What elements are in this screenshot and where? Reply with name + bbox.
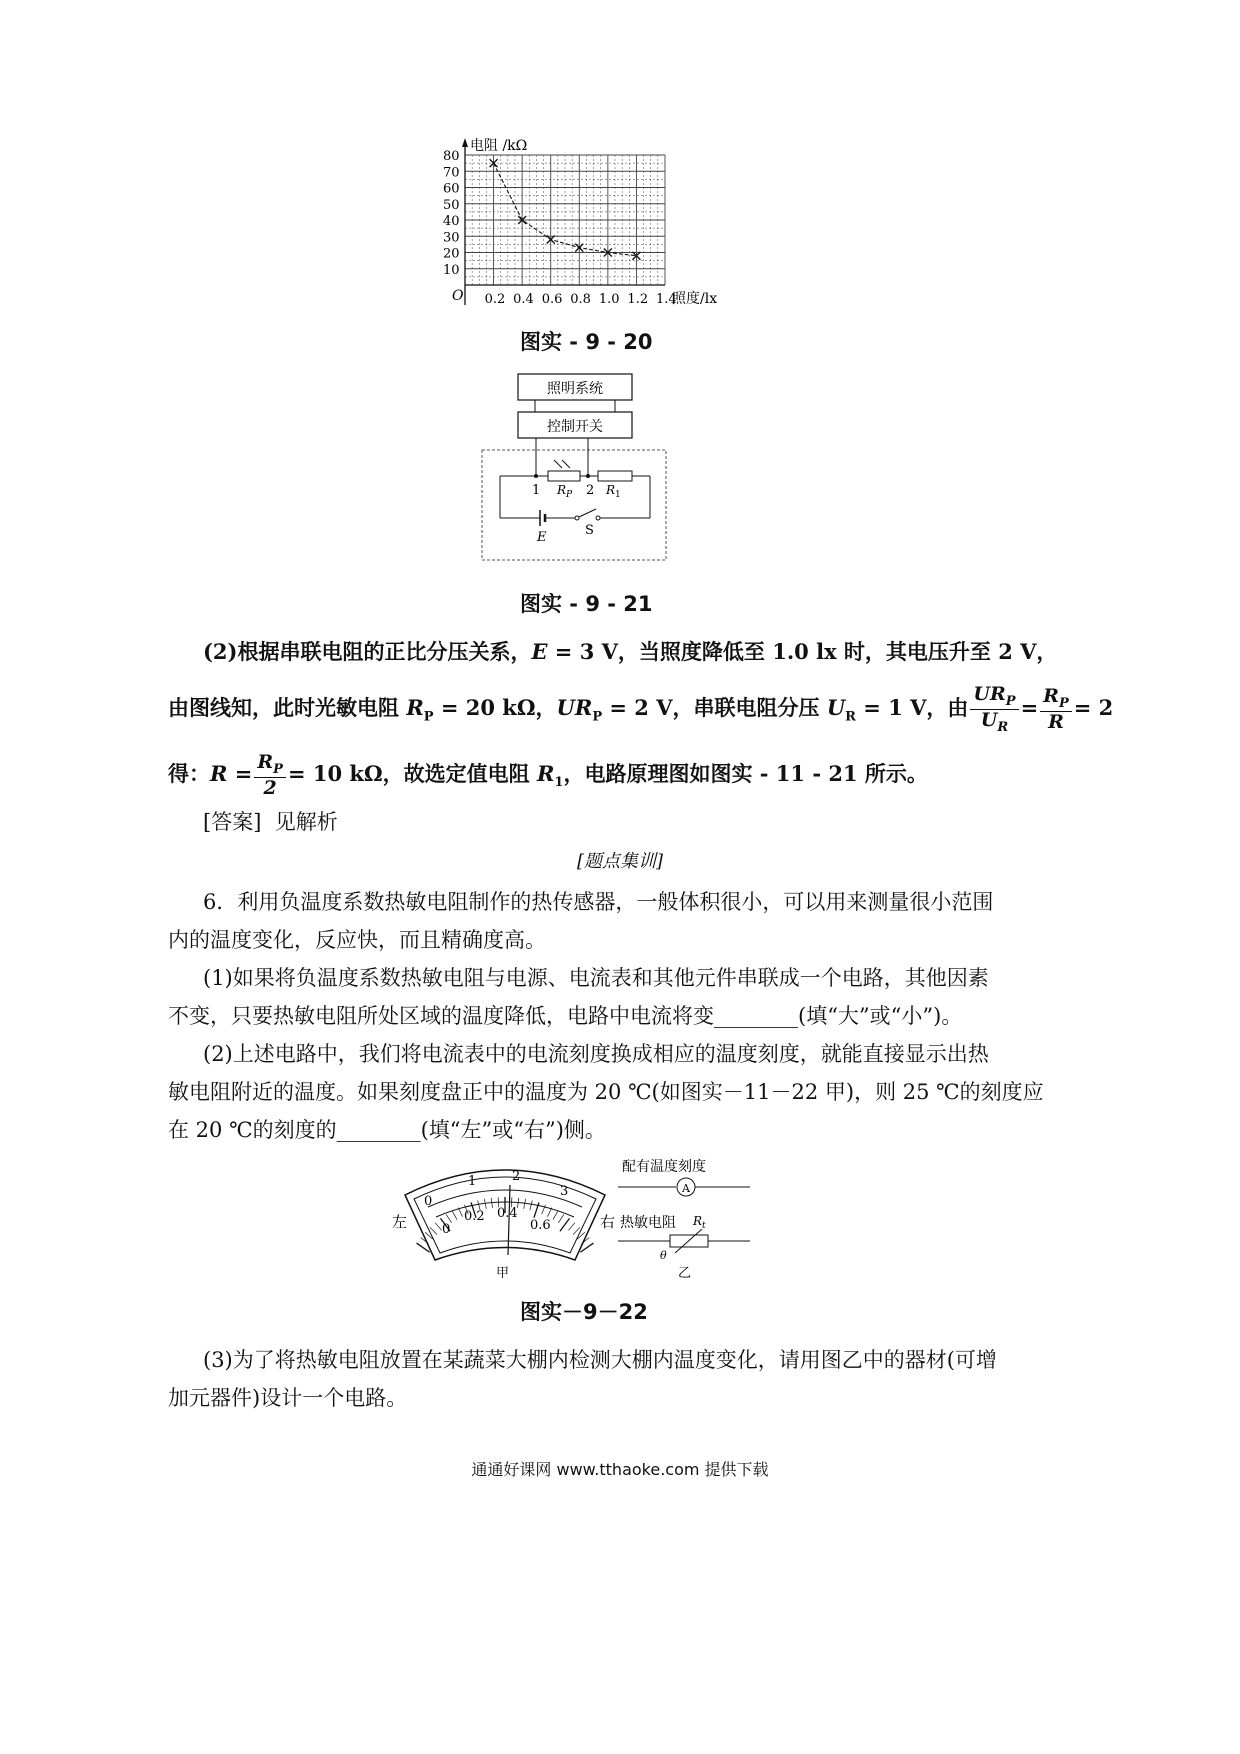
q6-part2-line3: 在 20 ℃的刻度的________(填“左”或“右”)侧。 [168,1118,606,1142]
y-tick-label: 30 [443,230,460,246]
control-switch-label: 控制开关 [547,419,603,435]
meter-dial [392,1169,615,1281]
fraction-urp-ur: $\frac{UR_P}{U_R}$ [970,684,1018,735]
components [618,1158,750,1281]
r1-label: $R_1$ [606,483,621,500]
para-2-line3: 得：R = $\frac{R_P}{2}$ = 10 kΩ，故选定值电阻 $R_1$，电路原理图如图实 - 11 - 21 所示。 [168,751,928,800]
photoresistor-rp [548,471,580,481]
dial-tick [435,1223,441,1231]
resistor-r1 [598,471,632,481]
inner-tick-0: 0 [442,1222,451,1237]
dial-tick [558,1214,563,1222]
x-tick-label: 1.2 [627,292,649,307]
inner-tick-06: 0.6 [530,1218,551,1233]
y-tick-label: 80 [443,149,460,164]
label-yi: 乙 [678,1266,692,1281]
node-2-label: 2 [586,483,595,498]
lighting-system-label: 照明系统 [547,381,603,397]
outer-tick-3: 3 [560,1184,569,1199]
outer-tick-2: 2 [512,1169,521,1184]
switch-label: S [585,523,594,538]
fit-curve [494,163,637,256]
x-axis-label: 照度/lx [672,291,718,307]
thermistor-label: 热敏电阻 [620,1215,676,1231]
x-tick-label: 1.4 [656,292,677,307]
rt-label: $R_t$ [693,1214,706,1231]
ammeter-label: A [682,1182,690,1195]
dial-tick [560,1218,570,1231]
dial-tick [458,1208,462,1217]
outer-tick-0: 0 [424,1194,433,1209]
light-control-circuit [470,368,680,568]
q6-part1-line1: (1)如果将负温度系数热敏电阻与电源、电流表和其他元件串联成一个电路，其他因素 [203,966,989,990]
switch-s [579,509,596,517]
dial-tick [452,1211,457,1220]
q6-part2-line1: (2)上述电路中，我们将电流表中的电流刻度换成相应的温度刻度，就能直接显示出热 [203,1042,989,1066]
figure-9-22 [390,1155,770,1285]
fraction-rp-2: $\frac{R_P}{2}$ [254,752,286,799]
fraction-rp-r: $\frac{R_P}{R}$ [1040,686,1072,733]
answer-line: [答案] 见解析 [203,810,338,834]
y-axis-label: 电阻 /kΩ [470,138,528,154]
y-tick-label: 50 [443,197,460,213]
x-tick-label: 0.4 [513,292,534,307]
q6-part3-line2: 加元器件)设计一个电路。 [168,1386,408,1410]
y-axis-arrow [462,138,468,147]
y-tick-label: 10 [443,262,460,278]
q6-part2-line2: 敏电阻附近的温度。如果刻度盘正中的温度为 20 ℃(如图实－11－22 甲)，则 25 ℃的刻度应 [168,1080,1044,1104]
y-tick-label: 60 [443,181,460,197]
dial-tick [553,1211,558,1220]
y-tick-label: 20 [443,246,460,262]
inner-tick-02: 0.2 [464,1209,485,1224]
node-1-label: 1 [532,483,541,498]
x-tick-label: 1.0 [598,292,620,307]
fig22-caption: 图实－9－22 [520,1300,648,1324]
x-tick-label: 0.6 [541,292,563,307]
resistance-illuminance-chart [440,135,740,315]
dial-tick [530,1201,533,1211]
rp-label: $R_P$ [557,483,573,500]
fig21-caption: 图实 - 9 - 21 [520,592,653,616]
dial-tick [524,1199,526,1209]
footer: 通通好课网 www.tthaoke.com 提供下载 [471,1460,769,1479]
section-title: [题点集训] [576,851,664,872]
para-2-line2: 由图线知，此时光敏电阻 $R_P = 20$ kΩ，$UR_P = 2$ V，串联电阻分压 $U_R = 1$ V，由 $\frac{UR_P}{U_R}$ = $\frac{R_P}{R}$ = 2 [168,683,1114,735]
origin-label: O [452,288,464,304]
y-tick-label: 70 [443,165,460,181]
x-tick-label: 0.8 [570,292,591,307]
theta-label: θ [660,1249,667,1262]
chart-grid [465,155,665,285]
outer-tick-1: 1 [468,1174,477,1189]
label-jia: 甲 [496,1266,510,1281]
right-label: 右 [600,1213,616,1231]
dashed-enclosure [482,450,666,560]
q6-part1-line2: 不变，只要热敏电阻所处区域的温度降低，电路中电流将变________(填“大”或“小”)。 [168,1004,963,1028]
temp-scale-label: 配有温度刻度 [622,1159,706,1175]
x-tick-label: 0.2 [484,292,506,307]
para-2-line1: (2)根据串联电阻的正比分压关系，E = 3 V，当照度降低至 1.0 lx 时，其电压升至 2 V， [203,639,1058,664]
inner-tick-04: 0.4 [497,1206,518,1221]
dial-tick [484,1199,486,1209]
left-label: 左 [392,1213,408,1231]
dial-tick [568,1223,574,1231]
q6-line2: 内的温度变化，反应快，而且精确度高。 [168,928,546,952]
battery-label: E [537,530,547,545]
q6-part3-line1: (3)为了将热敏电阻放置在某蔬菜大棚内检测大棚内温度变化，请用图乙中的器材(可增 [203,1348,997,1372]
q6-line1: 6．利用负温度系数热敏电阻制作的热传感器，一般体积很小，可以用来测量很小范围 [203,890,994,914]
dial-tick [547,1208,551,1217]
fig20-caption: 图实 - 9 - 20 [520,330,653,354]
y-tick-label: 40 [443,214,460,229]
